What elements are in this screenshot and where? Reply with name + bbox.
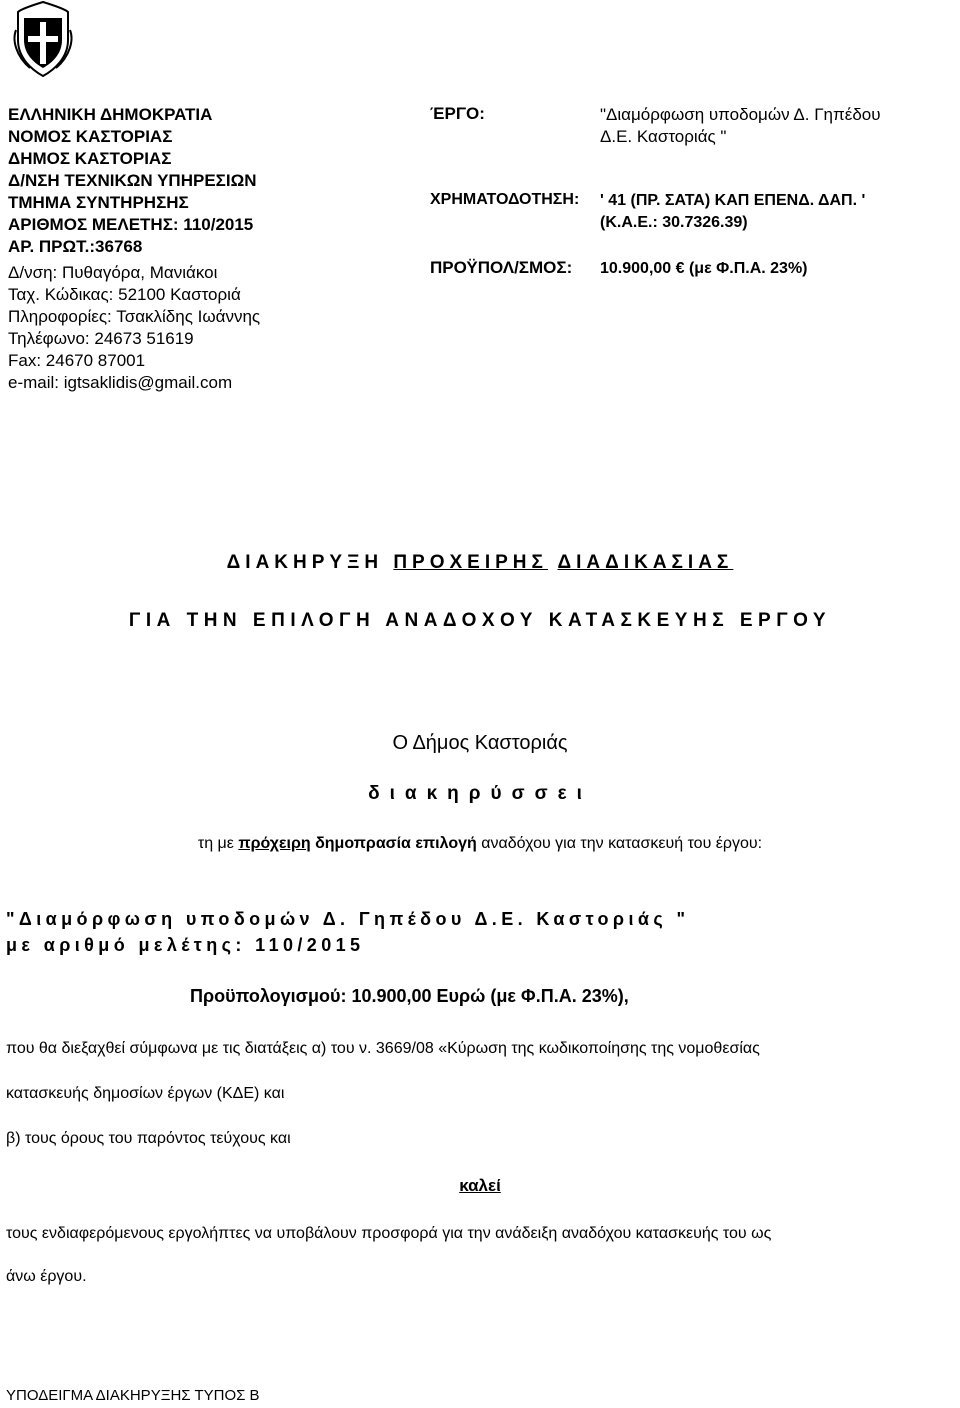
funding-value-line1: ' 41 (ΠΡ. ΣΑΤΑ) ΚΑΠ ΕΠΕΝΔ. ΔΑΠ. ' (600, 192, 866, 209)
budget-value: 10.900,00 € (με Φ.Π.Α. 23%) (600, 260, 808, 277)
header-line-phone: Τηλέφωνο: 24673 51619 (8, 329, 194, 348)
invites-word: καλεί (459, 1176, 501, 1195)
project-value-line1: "Διαμόρφωση υποδομών Δ. Γηπέδου (600, 105, 881, 124)
greek-coat-of-arms-icon (12, 0, 74, 78)
header-line-fax: Fax: 24670 87001 (8, 351, 146, 370)
announces-word: διακηρύσσει (368, 783, 592, 804)
paragraph-b: β) τους όρους του παρόντος τεύχους και (6, 1130, 291, 1147)
funding-label: ΧΡΗΜΑΤΟΔΟΤΗΣΗ: (430, 191, 580, 208)
project-title-line: "Διαμόρφωση υποδομών Δ. Γηπέδου Δ.Ε. Καστοριάς " (6, 909, 690, 929)
procedure-underlined: πρόχειρη (238, 835, 311, 852)
title-word-proxeiris: ΠΡΟΧΕΙΡΗΣ (393, 552, 548, 573)
header-line-study-number: ΑΡΙΘΜΟΣ ΜΕΛΕΤΗΣ: 110/2015 (8, 215, 254, 234)
procedure-post: αναδόχου για την κατασκευή του έργου: (481, 835, 763, 852)
invitation-line2: άνω έργου. (6, 1268, 87, 1285)
header-line-republic: ΕΛΛΗΝΙΚΗ ΔΗΜΟΚΡΑΤΙΑ (8, 105, 213, 124)
title-word-diadikasias: ΔΙΑΔΙΚΑΣΙΑΣ (557, 552, 734, 573)
title-word-diakiryxi: ΔΙΑΚΗΡΥΞΗ (226, 552, 384, 573)
header-line-municipality: ΔΗΜΟΣ ΚΑΣΤΟΡΙΑΣ (8, 149, 172, 168)
header-line-address: Δ/νση: Πυθαγόρα, Μανιάκοι (8, 263, 218, 282)
project-label: ΈΡΓΟ: (430, 104, 485, 123)
header-line-postal-code: Ταχ. Κώδικας: 52100 Καστοριά (8, 285, 241, 304)
invitation-line1: τους ενδιαφερόμενους εργολήπτες να υποβάλουν προσφορά για την ανάδειξη αναδόχου κατασκευής του ως (6, 1225, 772, 1242)
header-line-department: ΤΜΗΜΑ ΣΥΝΤΗΡΗΣΗΣ (8, 193, 189, 212)
document-title (0, 552, 960, 574)
study-number-line: με αριθμό μελέτης: 110/2015 (6, 935, 365, 955)
budget-line: Προϋπολογισμού: 10.900,00 Ευρώ (με Φ.Π.Α. 23%), (190, 986, 629, 1006)
document-subtitle: ΓΙΑ ΤΗΝ ΕΠΙΛΟΓΗ ΑΝΑΔΟΧΟΥ ΚΑΤΑΣΚΕΥΗΣ ΕΡΓΟΥ (128, 610, 832, 631)
header-line-contact: Πληροφορίες: Τσακλίδης Ιωάννης (8, 307, 261, 326)
procedure-bold: δημοπρασία επιλογή (315, 835, 477, 852)
funding-value-line2: (Κ.Α.Ε.: 30.7326.39) (600, 214, 748, 231)
footer-template-label: ΥΠΟΔΕΙΓΜΑ ΔΙΑΚΗΡΥΞΗΣ ΤΥΠΟΣ Β (6, 1387, 260, 1404)
paragraph-a-line1: που θα διεξαχθεί σύμφωνα με τις διατάξεις α) του ν. 3669/08 «Κύρωση της κωδικοποίησης της νομοθεσίας (6, 1040, 760, 1057)
header-line-email: e-mail: igtsaklidis@gmail.com (8, 373, 233, 392)
procedure-line (0, 835, 960, 853)
header-line-directorate: Δ/ΝΣΗ ΤΕΧΝΙΚΩΝ ΥΠΗΡΕΣΙΩΝ (8, 171, 257, 190)
municipality-statement: Ο Δήμος Καστοριάς (392, 732, 568, 754)
header-line-protocol-number: ΑΡ. ΠΡΩΤ.:36768 (8, 237, 143, 256)
procedure-pre: τη με (197, 835, 234, 852)
project-value-line2: Δ.Ε. Καστοριάς " (600, 127, 727, 146)
budget-label: ΠΡΟΫΠΟΛ/ΣΜΟΣ: (430, 258, 573, 277)
paragraph-a-line2: κατασκευής δημοσίων έργων (ΚΔΕ) και (6, 1085, 285, 1102)
header-line-prefecture: ΝΟΜΟΣ ΚΑΣΤΟΡΙΑΣ (8, 127, 173, 146)
